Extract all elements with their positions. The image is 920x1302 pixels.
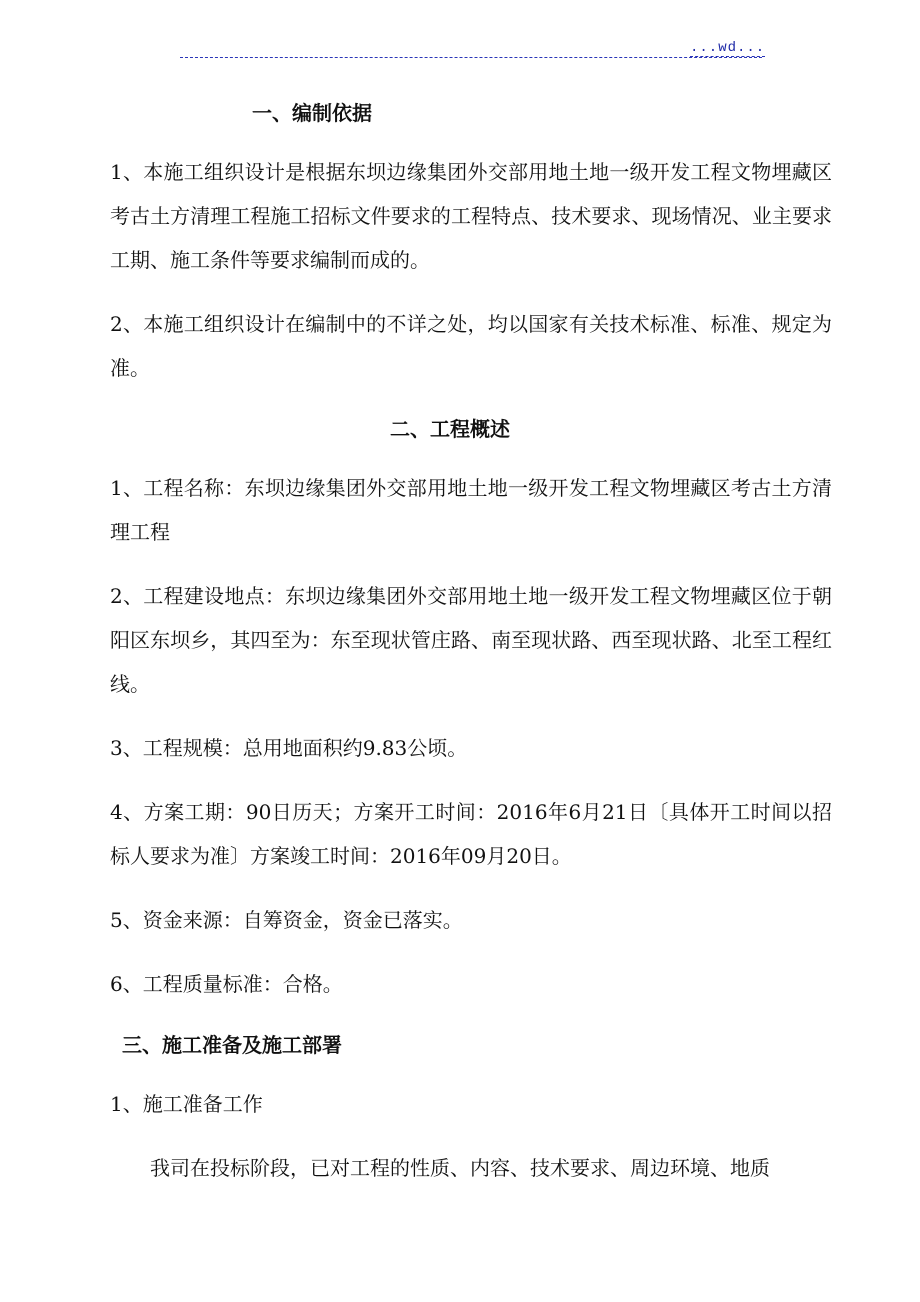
- document-body: [110, 96, 832, 1210]
- paragraph: 2、工程建设地点：东坝边缘集团外交部用地土地一级开发工程文物埋藏区位于朝阳区东坝乡，其四至为：东至现状管庄路、南至现状路、西至现状路、北至工程红线。: [110, 584, 832, 696]
- section-heading-overview: 二、工程概述: [390, 417, 510, 441]
- paragraph: 1、工程名称：东坝边缘集团外交部用地土地一级开发工程文物埋藏区考古土方清理工程: [110, 476, 832, 544]
- section-heading-preparation: 三、施工准备及施工部署: [122, 1033, 342, 1057]
- paragraph: 6、工程质量标准：合格。: [110, 972, 343, 996]
- header-dashed-rule: [180, 57, 762, 58]
- paragraph: 1、本施工组织设计是根据东坝边缘集团外交部用地土地一级开发工程文物埋藏区考古土方清理工程施工招标文件要求的工程特点、技术要求、现场情况、业主要求工期、施工条件等要求编制而成的。: [110, 160, 832, 272]
- paragraph: 3、工程规模：总用地面积约9.83公顷。: [110, 736, 468, 760]
- section-heading-basis: 一、编制依据: [252, 101, 372, 125]
- paragraph: 我司在投标阶段，已对工程的性质、内容、技术要求、周边环境、地质: [150, 1156, 770, 1180]
- paragraph: 4、方案工期：90日历天；方案开工时间：2016年6月21日〔具体开工时间以招标人要求为准〕方案竣工时间：2016年09月20日。: [110, 800, 832, 868]
- paragraph: 5、资金来源：自筹资金，资金已落实。: [110, 908, 463, 932]
- paragraph: 2、本施工组织设计在编制中的不详之处，均以国家有关技术标准、标准、规定为准。: [110, 312, 832, 380]
- paragraph: 1、施工准备工作: [110, 1092, 263, 1116]
- header-mark: ...wd...: [690, 40, 766, 56]
